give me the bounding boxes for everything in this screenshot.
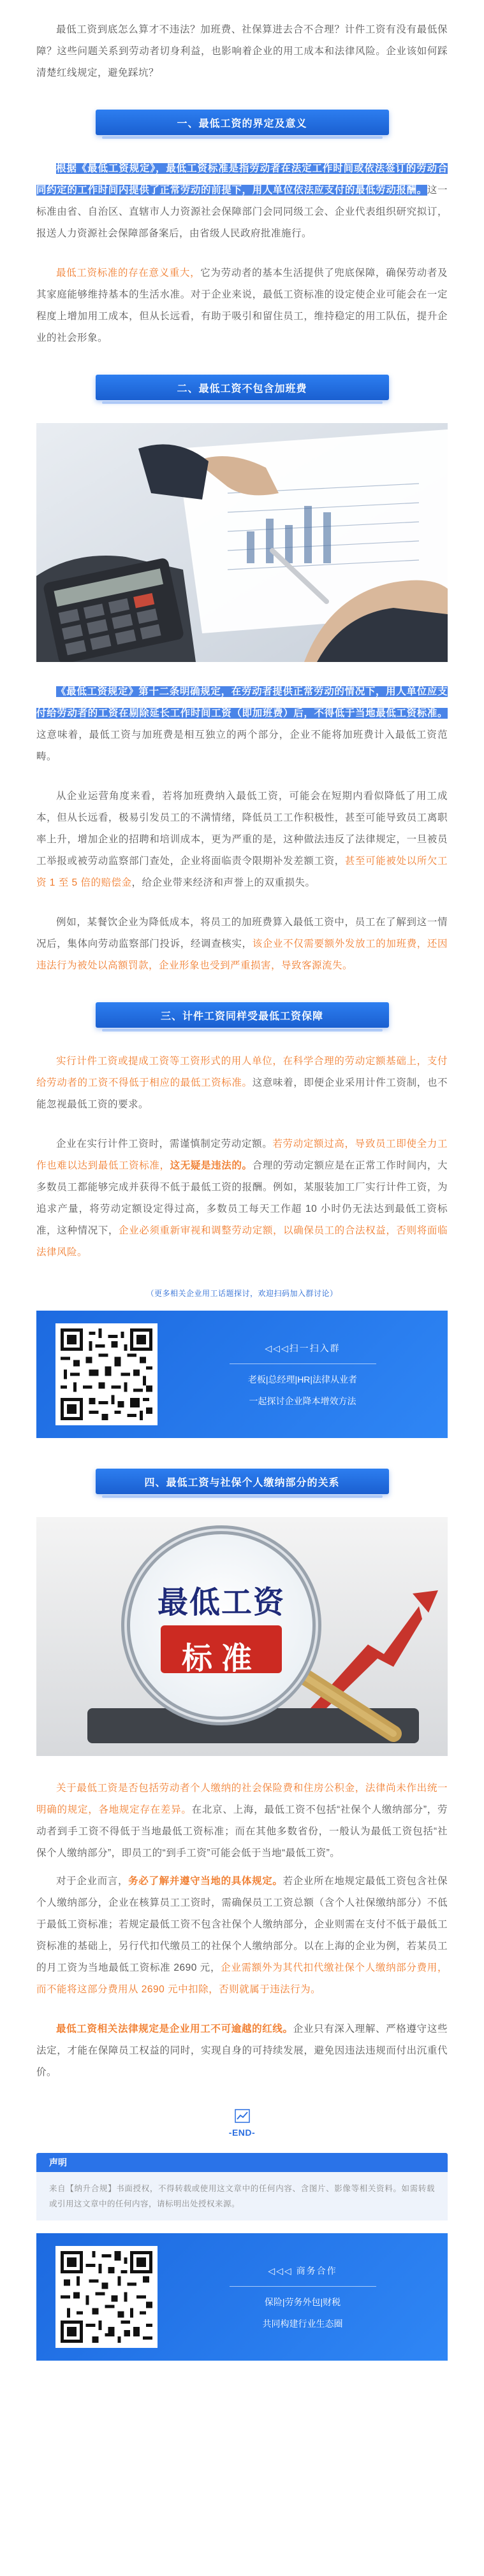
disclaimer-title: 声明 [36,2153,448,2172]
section3-paragraph-1: 实行计件工资或提成工资等工资形式的用人单位，在科学合理的劳动定额基础上，支付给劳动者的工资不得低于相应的最低工资标准。这意味着，即便企业采用计件工资制，也不能忽视最低工资的要求。 [36,1056,448,1110]
group-qr-code[interactable] [55,1323,158,1425]
section-title-3-label: 三、计件工资同样受最低工资保障 [160,1011,323,1022]
section-title-3 [96,1002,389,1028]
qr-code-icon [61,1328,152,1420]
business-cooperation-label: ◁◁◁ 商务合作 [268,2265,337,2276]
business-qr-text [170,2233,435,2361]
end-label: -END- [228,2127,256,2138]
section1-paragraph-2: 最低工资标准的存在意义重大，它为劳动者的基本生活提供了兜底保障，确保劳动者及其家庭能够维持基本的生活水准。对于企业来说，最低工资标准的设定使企业可能会在一定程度上增加用工成本，但从长远看，有助于吸引和留住员工，维持稳定的用工队伍，提升企业的社会形象。 [36,268,448,343]
section4-paragraph-1: 关于最低工资是否包括劳动者个人缴纳的社会保险费和住房公积金，法律尚未作出统一明确的规定，各地规定存在差异。在北京、上海，最低工资不包括“社保个人缴纳部分”，劳动者到手工资不得低于当地最低工资标准；而在其他多数省份，一般认为最低工资包括“社保个人缴纳部分”，即员工的“到手工资”可能会低于当地“最低工资”。 [36,1783,448,1859]
qr-code-icon [61,2251,152,2343]
image-overlay-text [36,1520,448,1756]
closing-paragraph: 最低工资相关法律规定是企业用工不可逾越的红线。企业只有深入理解、严格遵守这些法定，才能在保障员工权益的同时，实现自身的可持续发展，避免因违法违规而付出沉重代价。 [36,2024,448,2078]
section4-paragraph-2: 对于企业而言，务必了解并遵守当地的具体规定。若企业所在地规定最低工资包含社保个人缴纳部分，企业在核算员工工资时，需确保员工工资总额（含个人社保缴纳部分）不低于最低工资标准；若规定最低工资不包含社保个人缴纳部分，企业则需在支付不低于最低工资标准的基础上，另行代扣代缴员工的社保个人缴纳部分。以在上海的企业为例，若某员工的月工资为当地最低工资标准 2690 元，企业需额外为其代扣代缴社保个人缴纳部分费用，而不能将这部分费用从 2690 元中扣除，否则就属于违法行为。 [36,1876,448,1995]
trend-chart-icon [235,2109,250,2123]
section-title-2-label: 二、最低工资不包含加班费 [177,383,307,394]
scan-join-label: ◁◁◁扫一扫入群 [265,1342,341,1353]
section-title-4 [96,1469,389,1494]
section2-paragraph-3: 例如，某餐饮企业为降低成本，将员工的加班费算入最低工资中，员工在了解到这一情况后，集体向劳动监察部门投诉，经调查核实，该企业不仅需要额外发放工的加班费，还因违法行为被处以高额罚款，企业形象也受到严重损害，导致客源流失。 [36,917,448,971]
section2-paragraph-2: 从企业运营角度来看，若将加班费纳入最低工资，可能会在短期内看似降低了用工成本，但从长远看，极易引发员工的不满情绪，降低员工工作积极性，甚至可能导致员工离职率上升，增加企业的招聘和培训成本，更为严重的是，这种做法违反了法律规定，一旦被员工举报或被劳动监察部门查处，企业将面临责令限期补发差额工资，甚至可能被处以所欠工资 1 至 5 倍的赔偿金，给企业带来经济和声誉上的双重损失。 [36,791,448,888]
group-qr-text [170,1311,435,1438]
section-title-1 [96,110,389,135]
section2-highlight: 《最低工资规定》第十二条明确规定，在劳动者提供正常劳动的情况下，用人单位应支付给劳动者的工资在剔除延长工作时间工资（即加班费）后，不得低于当地最低工资标准。 [36,686,448,719]
section2-paragraph-1: 《最低工资规定》第十二条明确规定，在劳动者提供正常劳动的情况下，用人单位应支付给劳动者的工资在剔除延长工作时间工资（即加班费）后，不得低于当地最低工资标准。这意味着，最低工资与加班费是相互独立的两个部分，企业不能将加班费计入最低工资范畴。 [36,686,448,762]
group-invite-caption: （更多相关企业用工话题探讨，欢迎扫码加入群讨论） [146,1289,338,1298]
section3-paragraph-2: 企业在实行计件工资时，需谨慎制定劳动定额。若劳动定额过高，导致员工即使全力工作也难以达到最低工资标准，这无疑是违法的。合理的劳动定额应是在正常工作时间内，大多数员工都能够完成并获得不低于最低工资的报酬。例如，某服装加工厂实行计件工资，为追求产量，将劳动定额设定得过高，多数员工每天工作超 10 小时仍无法达到最低工资标准，这种情况下，企业必须重新审视和调整劳动定额，以确保员工的合法权益，否则将面临法律风险。 [36,1139,448,1258]
section1-highlight: 根据《最低工资规定》，最低工资标准是指劳动者在法定工作时间或依法签订的劳动合同约定的工作时间内提供了正常劳动的前提下，用人单位依法应支付的最低劳动报酬。 [36,163,448,196]
section-title-1-label: 一、最低工资的界定及意义 [177,118,307,129]
group-qr-banner [36,1311,448,1438]
section-title-4-label: 四、最低工资与社保个人缴纳部分的关系 [144,1477,340,1488]
image-title-bottom: 标准 [181,1641,261,1676]
audience-label: 老板|总经理|HR|法律从业者 [247,1374,358,1385]
image-title-top: 最低工资 [157,1585,285,1620]
group-slogan: 一起探讨企业降本增效方法 [249,1395,356,1406]
disclaimer-box [36,2153,448,2220]
disclaimer-text: 来自【纳升合规】书面授权，不得转载或使用这文章中的任何内容、含图片、影像等相关资料。如需转载或引用这文章中的任何内容，请标明出处授权来源。 [49,2184,435,2208]
intro-paragraph: 最低工资到底怎么算才不违法？加班费、社保算进去合不合理？计件工资有没有最低保障？这些问题关系到劳动者切身利益，也影响着企业的用工成本和法律风险。企业该如何踩清楚红线规定，避免踩坑？ [36,24,448,78]
business-qr-code[interactable] [55,2246,158,2348]
office-documents-photo [36,423,448,662]
intro-block [36,0,448,84]
section1-paragraph-1: 根据《最低工资规定》，最低工资标准是指劳动者在法定工作时间或依法签订的劳动合同约定的工作时间内提供了正常劳动的前提下，用人单位依法应支付的最低劳动报酬。这一标准由省、自治区、直辖市人力资源社会保障部门会同同级工会、企业代表组织研究拟订，报送人力资源社会保障部备案后，由省级人民政府批准施行。 [36,163,448,239]
business-categories-label: 保险|劳务外包|财税 [264,2296,341,2307]
calculator-paperwork-image [36,423,448,662]
end-mark [36,2109,448,2126]
minimum-wage-magnifier-photo [36,1517,448,1756]
business-slogan: 共同构建行业生态圈 [262,2318,343,2329]
business-qr-banner [36,2233,448,2361]
section-title-2 [96,375,389,400]
